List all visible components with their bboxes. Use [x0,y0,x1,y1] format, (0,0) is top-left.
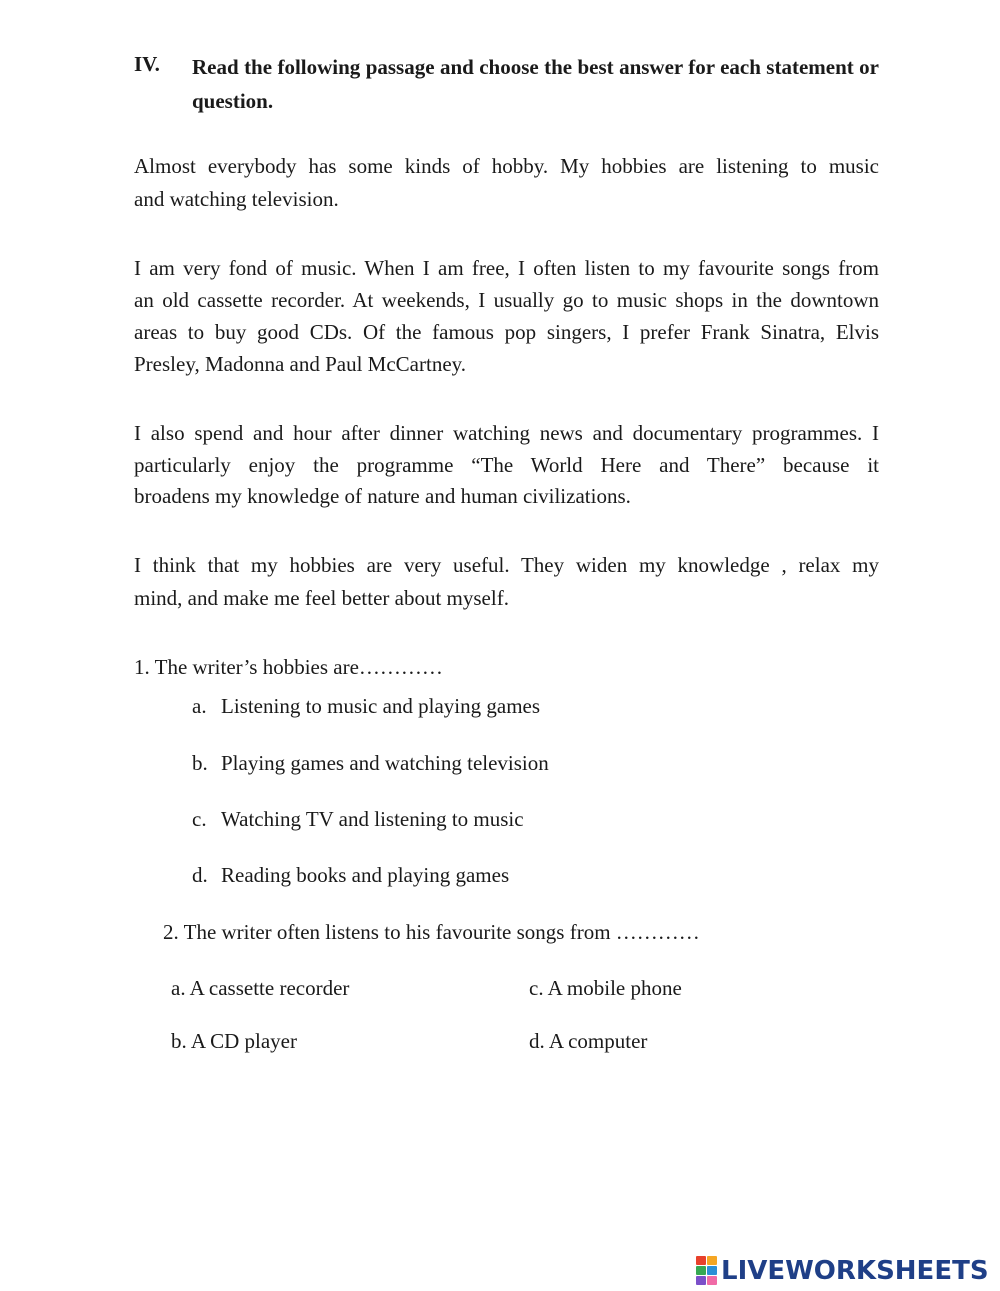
logo-block [707,1266,717,1275]
passage-p2-line-4: Presley, Madonna and Paul McCartney. [134,352,467,376]
section-number: IV. [134,52,160,76]
option-letter: d. [192,863,208,887]
option-text: Watching TV and listening to music [221,807,524,831]
passage-p2-line-3: areas to buy good CDs. Of the famous pop singers, I prefer Frank Sinatra, Elvis [134,320,879,344]
option-letter: a. [192,694,207,718]
question-2-option-d[interactable]: d. A computer [529,1029,648,1053]
passage-p1-line-2: and watching television. [134,187,339,211]
passage-p3-line-1: I also spend and hour after dinner watching news and documentary programmes. I [134,421,879,445]
passage-p2-line-2: an old cassette recorder. At weekends, I usually go to music shops in the downtown [134,288,879,312]
option-letter: c. [192,807,207,831]
logo-block [696,1266,706,1275]
question-2-option-c[interactable]: c. A mobile phone [529,976,682,1000]
option-text: Reading books and playing games [221,863,510,887]
question-1-prompt: 1. The writer’s hobbies are………… [134,655,443,679]
passage-p3-line-3: broadens my knowledge of nature and human civilizations. [134,484,631,508]
logo-block [707,1256,717,1265]
question-2-option-a[interactable]: a. A cassette recorder [171,976,350,1000]
option-text: Listening to music and playing games [221,694,541,718]
logo-block [696,1256,706,1265]
liveworksheets-logo [696,1254,989,1288]
liveworksheets-wordmark: LIVEWORKSHEETS [721,1256,989,1286]
question-2-prompt: 2. The writer often listens to his favourite songs from ………… [163,920,700,944]
logo-block [696,1276,706,1285]
question-2-option-b[interactable]: b. A CD player [171,1029,297,1053]
option-text: Playing games and watching television [221,751,549,775]
liveworksheets-blocks-icon [696,1256,718,1286]
passage-p4-line-2: mind, and make me feel better about myself. [134,586,509,610]
passage-p4-line-1: I think that my hobbies are very useful. They widen my knowledge , relax my [134,553,879,577]
passage-p1-line-1: Almost everybody has some kinds of hobby. My hobbies are listening to music [134,154,879,178]
logo-block [707,1276,717,1285]
passage-p2-line-1: I am very fond of music. When I am free, I often listen to my favourite songs from [134,256,879,280]
option-letter: b. [192,751,208,775]
section-instruction: Read the following passage and choose the best answer for each statement or question. [192,55,879,113]
passage-p3-line-2: particularly enjoy the programme “The World Here and There” because it [134,453,879,477]
